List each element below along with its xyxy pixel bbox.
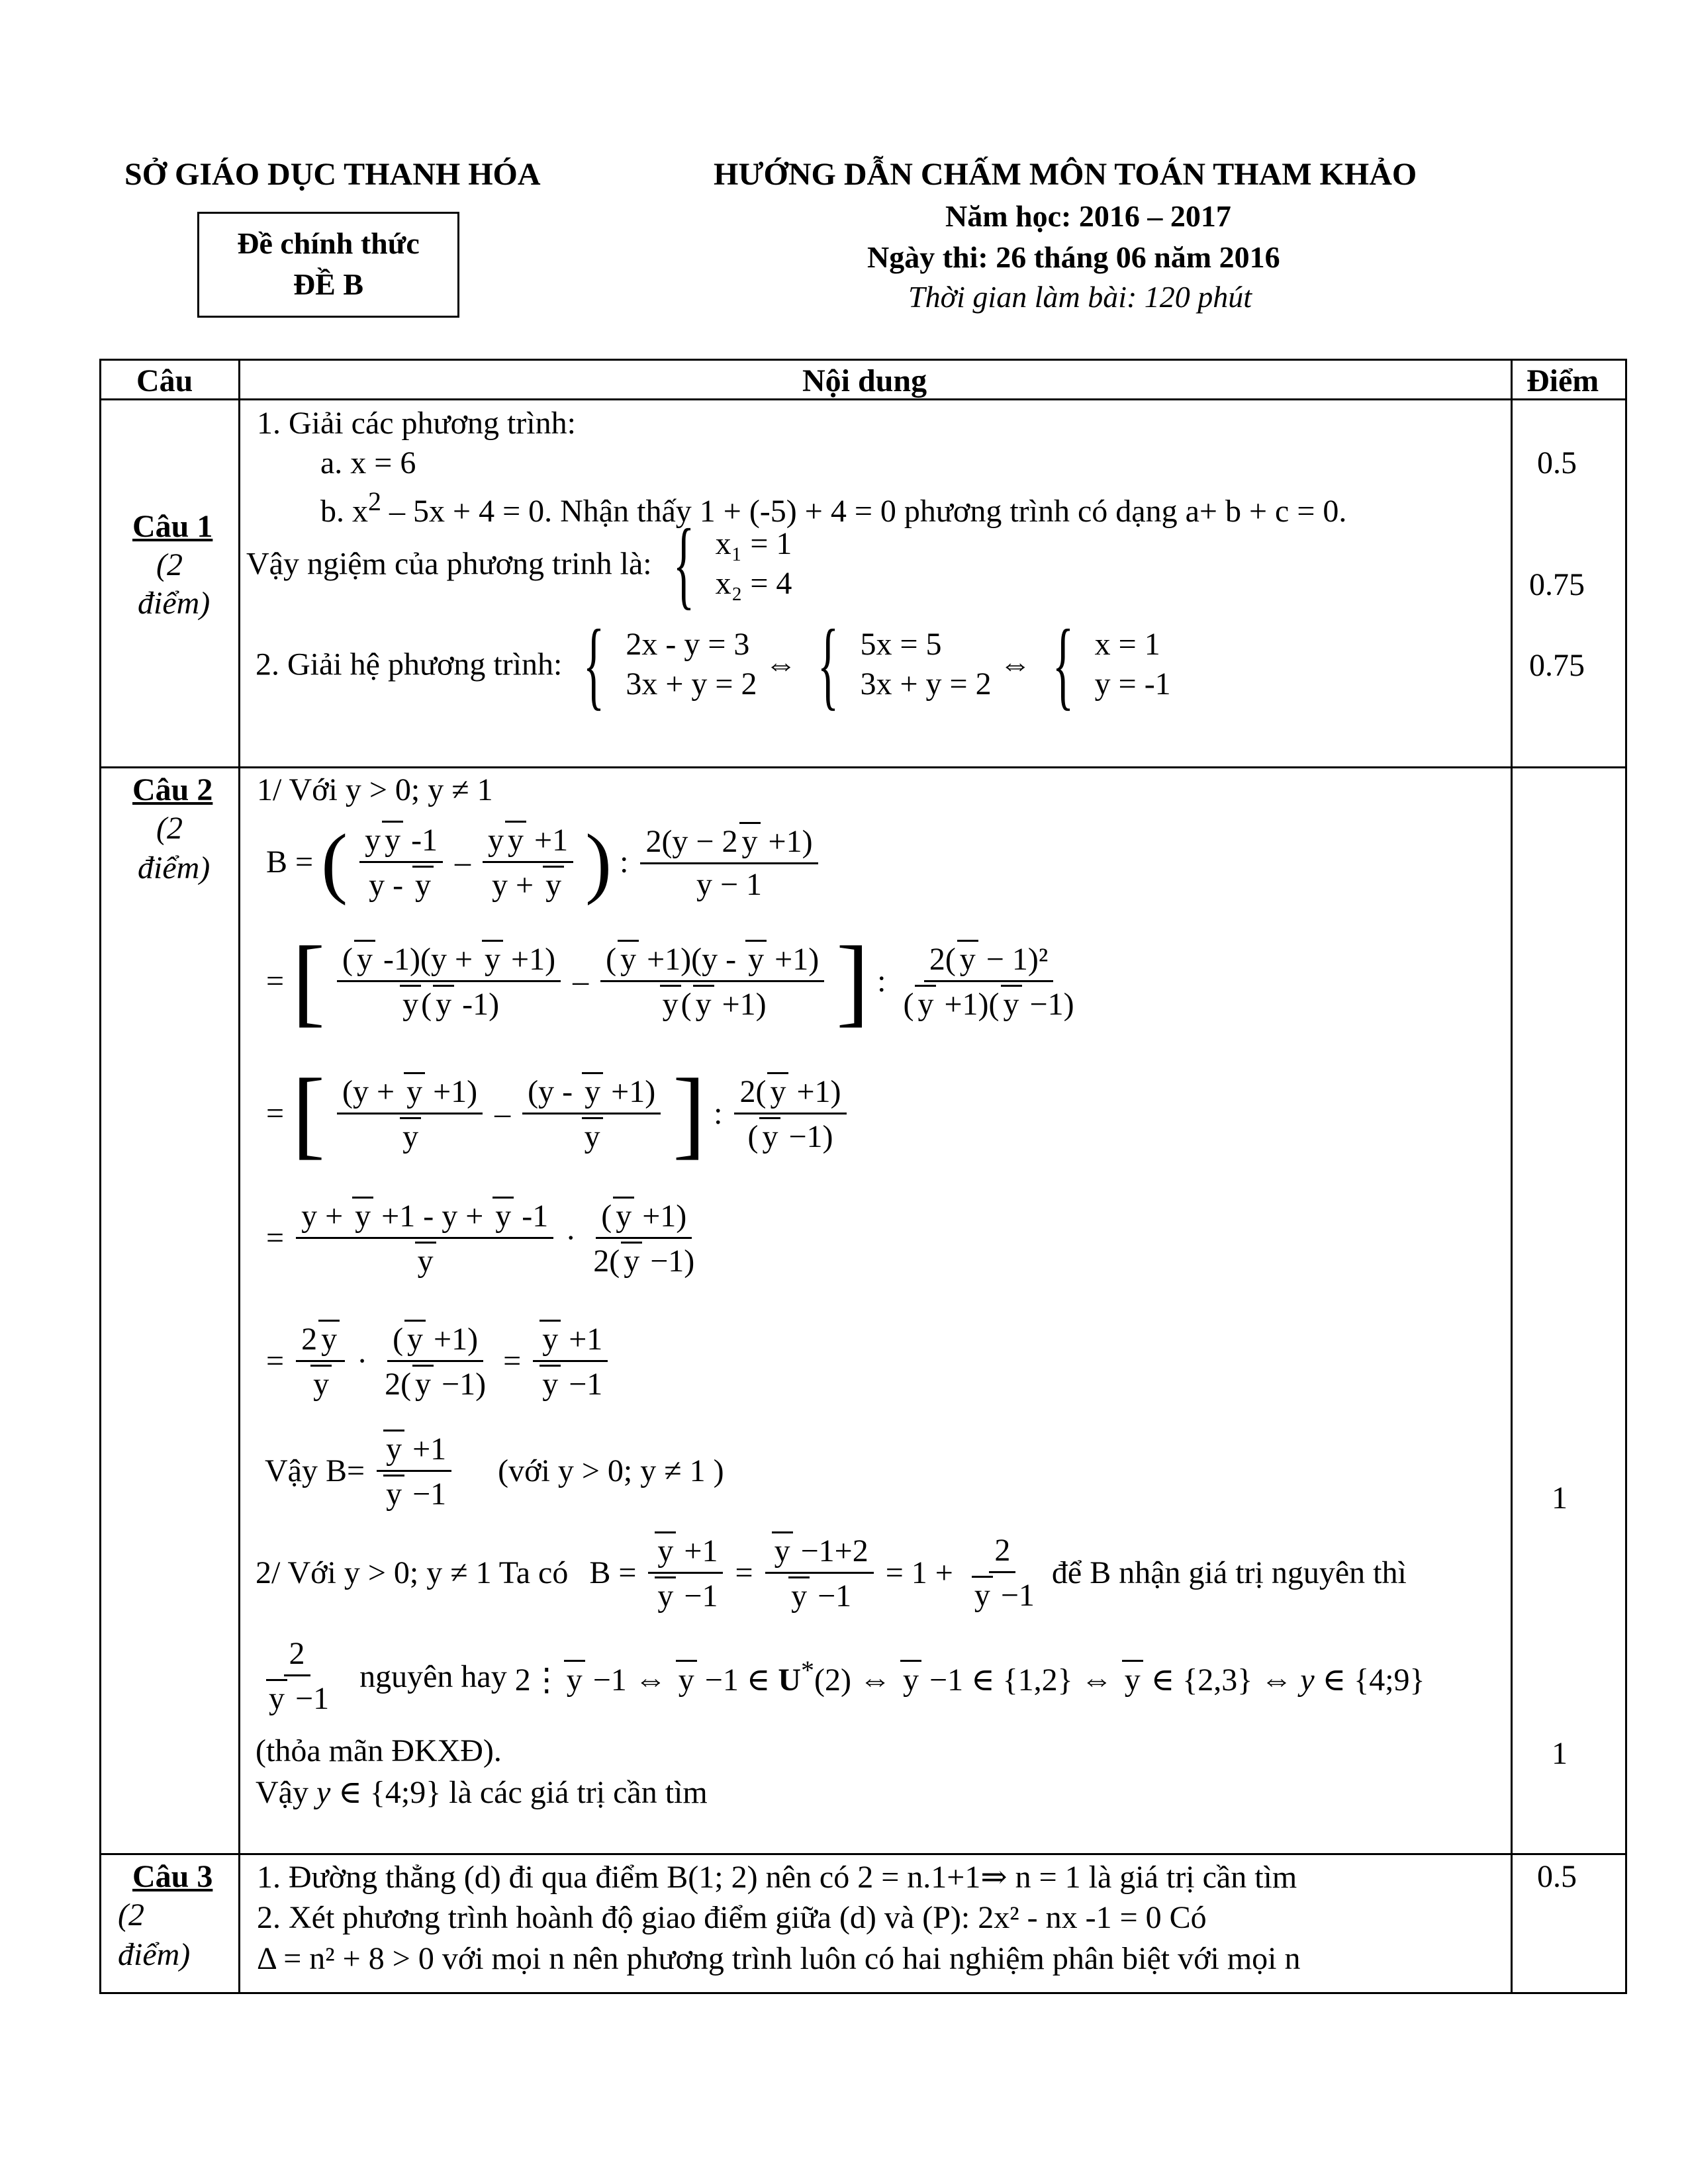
q3-points-1: (2 bbox=[118, 1897, 144, 1933]
q1-sys-brace-1: { bbox=[583, 610, 605, 719]
q1-system-2-eq1: 5x = 5 bbox=[860, 627, 942, 662]
q2-part2-c: nguyên hay bbox=[359, 1659, 507, 1694]
q1-system-1-eq2: 3x + y = 2 bbox=[626, 666, 757, 702]
q1-score-1: 0.5 bbox=[1537, 445, 1577, 480]
official-exam-box bbox=[197, 212, 459, 318]
q2-formula-2: = [ $\frac{( y -1)(y + y +1)}{y( y -1)}$ – $\frac{( y +1)(y - y +1)}{y( y +1)}$ ] : $\frac{\text{2( y − 1)²}}{( y +1)( y -1)}$ bbox=[266, 926, 1074, 1036]
header-question: Câu bbox=[136, 363, 193, 398]
school-year: Năm học: 2016 – 2017 bbox=[945, 199, 1231, 233]
q3-line-2: 2. Xét phương trình hoành độ giao điểm giữa (d) và (P): 2x² - nx -1 = 0 Có bbox=[257, 1900, 1207, 1935]
q2-part2-a: 2/ Với y > 0; y ≠ 1 Ta có bbox=[256, 1555, 569, 1590]
q1-system-2-eq2: 3x + y = 2 bbox=[860, 666, 992, 702]
exam-date: Ngày thi: 26 tháng 06 năm 2016 bbox=[867, 240, 1280, 274]
q2-part2-line3: (thỏa mãn ĐKXĐ). bbox=[256, 1733, 502, 1768]
q1-system-1 bbox=[626, 625, 757, 704]
q1-sys-brace-2: { bbox=[818, 610, 839, 719]
q2-part2-e: là các giá trị cần tìm bbox=[449, 1775, 708, 1810]
equivalence-icon: ⇔ bbox=[765, 647, 797, 682]
q1-sol-1: x₁ = 1 bbox=[715, 526, 792, 561]
row-divider-1 bbox=[99, 766, 1627, 768]
q1-line-5 bbox=[256, 610, 1171, 719]
q1-score-2: 0.75 bbox=[1529, 567, 1585, 602]
q3-score-1: 0.5 bbox=[1537, 1859, 1577, 1894]
q1-conclusion-text: Vậy ngiệm của phương trinh là: bbox=[246, 546, 652, 582]
q3-label: Câu 3 bbox=[132, 1859, 213, 1894]
q2-formula-3: = [ $\frac{(y + y +1)}{y}$ – $\frac{(y - y +1)}{y}$ ] : $\frac{2( y +1)}{( y -1)}$ bbox=[266, 1072, 851, 1155]
q3-points-2: điểm) bbox=[118, 1937, 191, 1972]
q2-line-1: 1/ Với y > 0; y ≠ 1 bbox=[257, 772, 493, 807]
equivalence-icon: ⇔ bbox=[999, 647, 1031, 682]
q1-brace: { bbox=[673, 509, 694, 619]
header-score: Điểm bbox=[1526, 363, 1599, 398]
row-divider-2 bbox=[99, 1853, 1627, 1855]
q1-system-3-eq1: x = 1 bbox=[1094, 627, 1160, 662]
q1-line-1: 1. Giải các phương trình: bbox=[257, 406, 576, 441]
q1-label: Câu 1 bbox=[132, 509, 213, 544]
q2-points-1: (2 bbox=[156, 811, 183, 846]
q1-system-2 bbox=[860, 625, 991, 704]
q1-line-3a: b. x bbox=[320, 494, 368, 529]
q1-solutions bbox=[716, 524, 792, 604]
q2-conclusion: Vậy B= $\frac{y +1}{y -1}$ (với y > 0; y ≠ 1 ) bbox=[265, 1430, 724, 1512]
q2-score-1: 1 bbox=[1552, 1480, 1568, 1516]
q1-score-3: 0.75 bbox=[1529, 648, 1585, 683]
q2-label: Câu 2 bbox=[132, 772, 213, 807]
q1-line-3: b. $x^2 - 5x + 4 = 0$. Nhận thấy 1 + (-5) + 4 = 0 phương trình có dạng a+ b + c = 0. bbox=[320, 486, 1347, 529]
q1-sys-brace-3: { bbox=[1052, 610, 1074, 719]
q1-sol-2: x₂ = 4 bbox=[715, 566, 792, 601]
q2-formula-4: = $\frac{y + y +1 - y + y -1}{y}$ · $\frac{( y +1)}{2( y -1)}$ bbox=[266, 1197, 704, 1279]
table-border-left bbox=[99, 359, 101, 1994]
q2-part2-line1: 2/ Với y > 0; y ≠ 1 Ta có B = $\frac{y +1}{y -1}$ = $\frac{y -1+2}{y -1}$ = 1 + $\frac{2}{y -1}$ để B nhận giá trị nguyên thì bbox=[256, 1532, 1407, 1614]
department-name: SỞ GIÁO DỤC THANH HÓA bbox=[124, 157, 541, 192]
q3-line-3: Δ = n² + 8 > 0 với mọi n nên phương trình luôn có hai nghiệm phân biệt với mọi n bbox=[257, 1941, 1301, 1976]
q3-line-1: 1. Đường thẳng (d) đi qua điểm B(1; 2) nên có 2 = n.1+1⇒ n = 1 là giá trị cần tìm bbox=[257, 1860, 1297, 1895]
exam-code: ĐỀ B bbox=[293, 267, 364, 301]
q2-part2-line2: $\frac{2}{y -1}$ nguyên hay 2⋮ y −1 ⇔ y −1 ∈ U*(2) ⇔ y −1 ∈ {1,2} ⇔ y ∈ {2,3} ⇔ y ∈ {4;9} bbox=[256, 1636, 1425, 1717]
document-title: HƯỚNG DẪN CHẤM MÔN TOÁN THAM KHẢO bbox=[714, 157, 1417, 192]
q1-system-3-eq2: y = -1 bbox=[1094, 666, 1171, 702]
q1-system-3 bbox=[1095, 625, 1171, 704]
table-border-right bbox=[1625, 359, 1627, 1994]
q2-vay: Vậy bbox=[256, 1775, 308, 1810]
official-label: Đề chính thức bbox=[237, 226, 420, 260]
q1-system-text: 2. Giải hệ phương trình: bbox=[256, 647, 563, 682]
q1-system-1-eq1: 2x - y = 3 bbox=[626, 627, 750, 662]
column-divider-1 bbox=[238, 359, 240, 1994]
q2-formula-5: = $\frac{2 y}{y}$ · $\frac{( y +1)}{2( y -1)}$ = $\frac{y +1}{y -1}$ bbox=[266, 1320, 612, 1402]
q2-conclusion-a: Vậy B= bbox=[265, 1453, 365, 1488]
q1-line-3b: – 5x + 4 = 0. Nhận thấy 1 + (-5) + 4 = 0 phương trình có dạng a+ b + c = 0. bbox=[389, 494, 1347, 529]
q2-conclusion-b: (với y > 0; y ≠ 1 ) bbox=[498, 1453, 724, 1488]
q2-score-2: 1 bbox=[1552, 1736, 1568, 1771]
q1-points-2: điểm) bbox=[138, 586, 211, 621]
q2-formula-1: B = ( $\frac{\text{y y -1}}{y - y}$ – $\frac{\text{y y +1}}{y + y}$ ) : $\frac{2(y - 2 y +1)}{y - 1}$ bbox=[266, 821, 822, 903]
q1-points-1: (2 bbox=[156, 547, 183, 582]
header-content: Nội dung bbox=[802, 363, 927, 398]
q2-part2-b: để B nhận giá trị nguyên thì bbox=[1051, 1555, 1407, 1590]
table-border-bottom bbox=[99, 1992, 1627, 1994]
exam-duration: Thời gian làm bài: 120 phút bbox=[908, 280, 1252, 314]
q2-part2-line4: Vậy y ∈ {4;9} là các giá trị cần tìm bbox=[256, 1775, 708, 1810]
q2-points-2: điểm) bbox=[138, 850, 211, 886]
table-border-top bbox=[99, 359, 1627, 361]
column-divider-2 bbox=[1511, 359, 1513, 1994]
q1-line-2: a. x = 6 bbox=[320, 445, 416, 480]
